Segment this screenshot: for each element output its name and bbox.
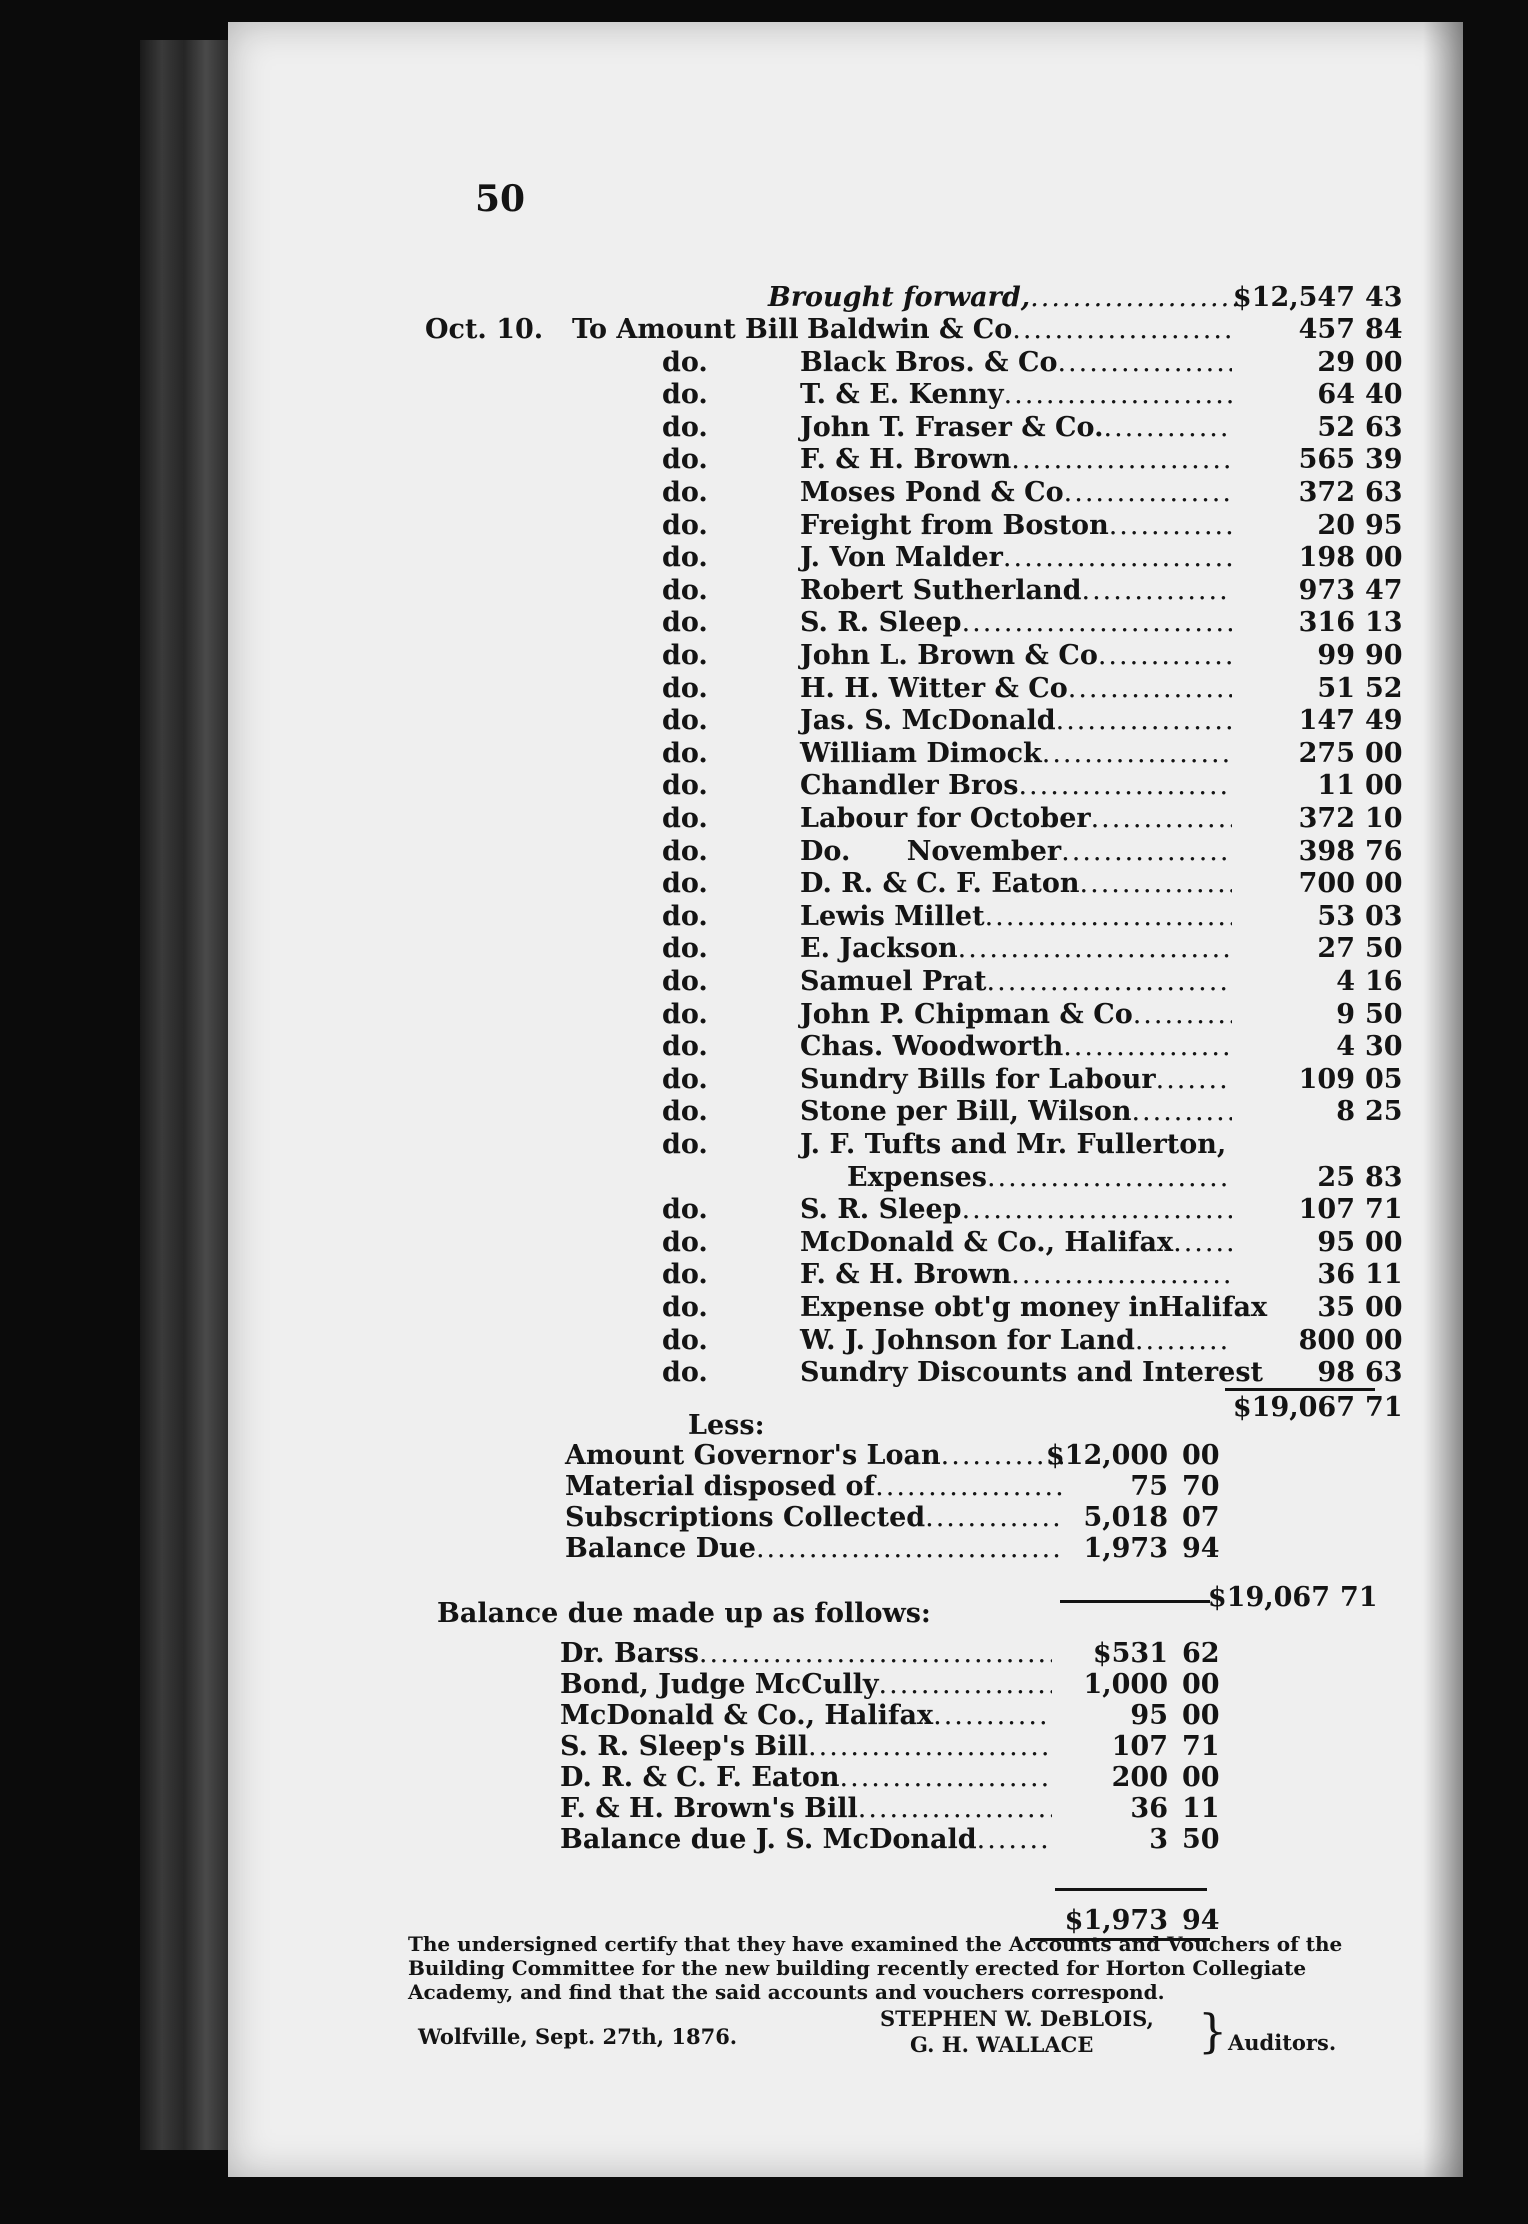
balance-item-6-text: Balance due J. S. McDonald	[560, 1824, 977, 1855]
entry-line-9-text: S. R. Sleep	[800, 607, 962, 638]
entry-date: Oct. 10.	[425, 314, 544, 345]
entry-amount-7-dollars: 198	[1298, 542, 1355, 573]
balance-item-3-text: S. R. Sleep's Bill	[560, 1731, 809, 1762]
entry-amount-23-dollars: 109	[1298, 1064, 1355, 1095]
entry-amount-29-dollars: 36	[1317, 1259, 1355, 1290]
less-item-3-cents: 94	[1182, 1533, 1220, 1564]
ditto-mark: do.	[662, 542, 708, 573]
less-total-cents: 71	[1340, 1582, 1378, 1613]
less-heading: Less:	[688, 1410, 765, 1441]
entry-line-2-leader	[1004, 379, 1232, 410]
ditto-mark: do.	[662, 1194, 708, 1225]
entry-line-26	[800, 1162, 1232, 1194]
entry-line-11-text: H. H. Witter & Co	[800, 673, 1068, 704]
entry-line-15	[800, 803, 1232, 835]
balance-item-0	[560, 1638, 1052, 1670]
ditto-mark: do.	[662, 575, 708, 606]
entry-amount-30-dollars: 35	[1317, 1292, 1355, 1323]
ditto-mark: do.	[662, 999, 708, 1030]
entry-amount-26-cents: 83	[1365, 1162, 1403, 1193]
auditors-role: Auditors.	[1228, 2030, 1337, 2055]
entry-amount-7-cents: 00	[1365, 542, 1403, 573]
balance-item-2-text: McDonald & Co., Halifax	[560, 1700, 934, 1731]
less-item-3-text: Balance Due	[565, 1533, 756, 1564]
entry-line-4	[800, 444, 1232, 476]
ditto-mark: do.	[662, 901, 708, 932]
entry-amount-22-cents: 30	[1365, 1031, 1403, 1062]
entry-line-10-text: John L. Brown & Co	[800, 640, 1098, 671]
entry-amount-1-cents: 00	[1365, 347, 1403, 378]
entry-line-23-text: Sundry Bills for Labour	[800, 1064, 1156, 1095]
brought-forward-leader	[1030, 282, 1238, 313]
total-rule	[1225, 1388, 1375, 1391]
balance-item-6	[560, 1824, 1052, 1856]
entry-line-14-text: Chandler Bros	[800, 770, 1019, 801]
entry-amount-31-cents: 00	[1365, 1325, 1403, 1356]
entry-line-32	[800, 1357, 1263, 1389]
entry-line-0-text: Baldwin & Co	[807, 314, 1013, 345]
entry-line-13	[800, 738, 1232, 770]
entry-amount-11-cents: 52	[1365, 673, 1403, 704]
entry-line-25	[800, 1129, 1232, 1161]
less-item-2-dollars: 5,018	[1083, 1502, 1168, 1533]
ditto-mark: do.	[662, 705, 708, 736]
entry-line-5-text: Moses Pond & Co	[800, 477, 1064, 508]
ditto-mark: do.	[662, 966, 708, 997]
brought-forward	[768, 282, 1238, 314]
entry-line-3	[800, 412, 1232, 444]
entry-amount-4-dollars: 565	[1298, 444, 1355, 475]
ditto-mark: do.	[662, 1096, 708, 1127]
entry-amount-32-dollars: 98	[1317, 1357, 1355, 1388]
entry-amount-26-dollars: 25	[1317, 1162, 1355, 1193]
less-item-3-leader	[756, 1533, 1063, 1564]
page-number: 50	[474, 178, 526, 220]
entry-line-8	[800, 575, 1232, 607]
entry-line-21-leader	[1133, 999, 1232, 1030]
less-item-0	[565, 1440, 1063, 1472]
balance-item-5-leader	[858, 1793, 1052, 1824]
less-item-2	[565, 1502, 1063, 1534]
balance-item-0-leader	[699, 1638, 1052, 1669]
entry-amount-28-dollars: 95	[1317, 1227, 1355, 1258]
entry-line-30	[800, 1292, 1268, 1324]
ditto-mark: do.	[662, 1325, 708, 1356]
less-item-3	[565, 1533, 1063, 1565]
entry-amount-17-cents: 00	[1365, 868, 1403, 899]
entry-line-20-text: Samuel Prat	[800, 966, 987, 997]
entry-line-7	[800, 542, 1232, 574]
entry-line-25-text: J. F. Tufts and Mr. Fullerton,	[800, 1129, 1227, 1160]
less-item-0-cents: 00	[1182, 1440, 1220, 1471]
less-item-1-cents: 70	[1182, 1471, 1220, 1502]
balance-item-3-leader	[808, 1731, 1052, 1762]
balance-total-dollars: $1,973	[1064, 1905, 1168, 1936]
entry-line-9	[800, 607, 1232, 639]
entry-line-31	[800, 1325, 1232, 1357]
certification-text: The undersigned certify that they have examined the Accounts and Vouchers of the Building Committee for the new building recently erected for Horton Collegiate Academy, and find that the said accounts and vouchers correspond.	[408, 1932, 1343, 2004]
ditto-mark: do.	[662, 1292, 708, 1323]
balance-item-4-dollars: 200	[1111, 1762, 1168, 1793]
entry-line-5-leader	[1064, 477, 1232, 508]
entry-line-11	[800, 673, 1232, 705]
less-item-2-leader	[925, 1502, 1063, 1533]
ditto-mark: do.	[662, 868, 708, 899]
balance-item-6-dollars: 3	[1149, 1824, 1168, 1855]
ditto-mark: do.	[662, 1064, 708, 1095]
balance-item-5-cents: 11	[1182, 1793, 1220, 1824]
entry-line-4-text: F. & H. Brown	[800, 444, 1012, 475]
place-date: Wolfville, Sept. 27th, 1876.	[418, 2024, 738, 2049]
entry-amount-12-dollars: 147	[1298, 705, 1355, 736]
entry-amount-28-cents: 00	[1365, 1227, 1403, 1258]
entry-line-6	[800, 510, 1232, 542]
balance-item-3	[560, 1731, 1052, 1763]
brought-forward-dollars: $12,547	[1232, 282, 1355, 313]
entry-amount-18-cents: 03	[1365, 901, 1403, 932]
entry-line-12-text: Jas. S. McDonald	[800, 705, 1056, 736]
balance-item-0-text: Dr. Barss	[560, 1638, 699, 1669]
entry-line-17-text: D. R. & C. F. Eaton	[800, 868, 1080, 899]
entry-line-29-leader	[1011, 1259, 1232, 1290]
entry-amount-27-dollars: 107	[1298, 1194, 1355, 1225]
balance-item-5-dollars: 36	[1130, 1793, 1168, 1824]
entry-line-18-text: Lewis Millet	[800, 901, 985, 932]
entry-line-32-text: Sundry Discounts and Interest	[800, 1357, 1263, 1388]
ditto-mark: do.	[662, 673, 708, 704]
ditto-mark: do.	[662, 803, 708, 834]
entry-line-16-leader	[1061, 836, 1232, 867]
entry-amount-15-dollars: 372	[1298, 803, 1355, 834]
entry-line-2	[800, 379, 1232, 411]
entry-amount-2-dollars: 64	[1317, 379, 1355, 410]
entry-amount-20-cents: 16	[1365, 966, 1403, 997]
entry-amount-9-dollars: 316	[1298, 607, 1355, 638]
auditor-2: G. H. WALLACE	[910, 2032, 1094, 2057]
entry-amount-24-cents: 25	[1365, 1096, 1403, 1127]
entry-amount-5-dollars: 372	[1298, 477, 1355, 508]
entry-amount-29-cents: 11	[1365, 1259, 1403, 1290]
balance-item-1-text: Bond, Judge McCully	[560, 1669, 879, 1700]
entry-line-12-leader	[1056, 705, 1232, 736]
less-rule	[1060, 1600, 1210, 1603]
entry-amount-14-dollars: 11	[1317, 770, 1355, 801]
entry-line-17-leader	[1080, 868, 1232, 899]
entry-line-16	[800, 836, 1232, 868]
less-item-1-dollars: 75	[1130, 1471, 1168, 1502]
balance-item-1-leader	[879, 1669, 1052, 1700]
entry-amount-11-dollars: 51	[1317, 673, 1355, 704]
entry-line-3-leader	[1103, 412, 1232, 443]
balance-item-3-dollars: 107	[1111, 1731, 1168, 1762]
ditto-mark: do.	[662, 1129, 708, 1160]
entry-amount-10-cents: 90	[1365, 640, 1403, 671]
balance-item-2	[560, 1700, 1052, 1732]
entry-line-17	[800, 868, 1232, 900]
balance-item-6-cents: 50	[1182, 1824, 1220, 1855]
ditto-mark: do.	[662, 379, 708, 410]
entry-line-28-text: McDonald & Co., Halifax	[800, 1227, 1174, 1258]
entry-amount-19-cents: 50	[1365, 933, 1403, 964]
entry-line-7-leader	[1003, 542, 1232, 573]
entry-line-26-text: Expenses	[800, 1162, 987, 1193]
balance-item-4-text: D. R. & C. F. Eaton	[560, 1762, 840, 1793]
entry-line-22	[800, 1031, 1232, 1063]
entry-line-8-leader	[1082, 575, 1233, 606]
entry-amount-3-cents: 63	[1365, 412, 1403, 443]
entry-amount-22-dollars: 4	[1336, 1031, 1355, 1062]
entry-line-11-leader	[1068, 673, 1232, 704]
entry-amount-16-dollars: 398	[1298, 836, 1355, 867]
entry-line-27	[800, 1194, 1232, 1226]
total-1-dollars: $19,067	[1232, 1392, 1355, 1423]
balance-item-0-dollars: $531	[1092, 1638, 1168, 1669]
entry-line-16-text: Do. November	[800, 836, 1062, 867]
balance-item-2-cents: 00	[1182, 1700, 1220, 1731]
balance-total-cents: 94	[1182, 1905, 1220, 1936]
entry-line-20	[800, 966, 1232, 998]
entry-amount-17-dollars: 700	[1298, 868, 1355, 899]
entry-amount-10-dollars: 99	[1317, 640, 1355, 671]
entry-line-12	[800, 705, 1232, 737]
entry-line-19	[800, 933, 1232, 965]
less-item-1-text: Material disposed of	[565, 1471, 876, 1502]
entry-line-6-text: Freight from Boston	[800, 510, 1109, 541]
balance-item-1	[560, 1669, 1052, 1701]
balance-item-6-leader	[977, 1824, 1052, 1855]
brought-forward-text: Brought forward,	[768, 282, 1031, 313]
entry-amount-27-cents: 71	[1365, 1194, 1403, 1225]
less-item-1	[565, 1471, 1063, 1503]
less-item-3-dollars: 1,973	[1083, 1533, 1168, 1564]
entry-line-18-leader	[985, 901, 1232, 932]
ditto-mark: do.	[662, 836, 708, 867]
entry-line-29	[800, 1259, 1232, 1291]
auditors-brace: }	[1198, 2004, 1228, 2058]
balance-item-3-cents: 71	[1182, 1731, 1220, 1762]
ditto-mark: do.	[662, 477, 708, 508]
entry-amount-3-dollars: 52	[1317, 412, 1355, 443]
ditto-mark: do.	[662, 412, 708, 443]
entry-line-1-text: Black Bros. & Co	[800, 347, 1058, 378]
balance-item-4-leader	[840, 1762, 1052, 1793]
entry-line-24-leader	[1131, 1096, 1232, 1127]
balance-item-5-text: F. & H. Brown's Bill	[560, 1793, 858, 1824]
entry-line-14	[800, 770, 1232, 802]
entry-amount-13-dollars: 275	[1298, 738, 1355, 769]
entry-amount-24-dollars: 8	[1336, 1096, 1355, 1127]
less-item-2-text: Subscriptions Collected	[565, 1502, 926, 1533]
entry-prefix: To Amount Bill	[572, 314, 799, 345]
ditto-mark: do.	[662, 1227, 708, 1258]
total-1-cents: 71	[1365, 1392, 1403, 1423]
entry-line-22-leader	[1063, 1031, 1232, 1062]
entry-line-10	[800, 640, 1232, 672]
balance-item-1-cents: 00	[1182, 1669, 1220, 1700]
ditto-mark: do.	[662, 347, 708, 378]
entry-line-23-leader	[1156, 1064, 1232, 1095]
entry-line-14-leader	[1018, 770, 1232, 801]
entry-line-27-text: S. R. Sleep	[800, 1194, 962, 1225]
entry-line-9-leader	[962, 607, 1232, 638]
entry-amount-9-cents: 13	[1365, 607, 1403, 638]
entry-line-31-text: W. J. Johnson for Land	[800, 1325, 1135, 1356]
entry-amount-1-dollars: 29	[1317, 347, 1355, 378]
entry-line-26-leader	[987, 1162, 1232, 1193]
entry-line-24	[800, 1096, 1232, 1128]
less-item-0-dollars: $12,000	[1045, 1440, 1168, 1471]
entry-line-18	[800, 901, 1232, 933]
balance-rule-top	[1055, 1888, 1207, 1891]
entry-line-1-leader	[1057, 347, 1232, 378]
entry-line-1	[800, 347, 1232, 379]
entry-amount-32-cents: 63	[1365, 1357, 1403, 1388]
entry-line-8-text: Robert Sutherland	[800, 575, 1082, 606]
entry-amount-23-cents: 05	[1365, 1064, 1403, 1095]
ditto-mark: do.	[662, 607, 708, 638]
entry-amount-20-dollars: 4	[1336, 966, 1355, 997]
ditto-mark: do.	[662, 444, 708, 475]
ditto-mark: do.	[662, 738, 708, 769]
balance-item-4	[560, 1762, 1052, 1794]
balance-item-0-cents: 62	[1182, 1638, 1220, 1669]
balance-item-2-leader	[933, 1700, 1052, 1731]
entry-line-0	[807, 314, 1232, 346]
entry-line-13-text: William Dimock	[800, 738, 1042, 769]
auditor-1: STEPHEN W. DeBLOIS,	[880, 2006, 1154, 2031]
entry-amount-30-cents: 00	[1365, 1292, 1403, 1323]
entry-line-29-text: F. & H. Brown	[800, 1259, 1012, 1290]
entry-line-4-leader	[1011, 444, 1232, 475]
entry-amount-21-dollars: 9	[1336, 999, 1355, 1030]
entry-line-31-leader	[1135, 1325, 1232, 1356]
ditto-mark: do.	[662, 1357, 708, 1388]
entry-line-5	[800, 477, 1232, 509]
less-total-dollars: $19,067	[1207, 1582, 1330, 1613]
entry-line-2-text: T. & E. Kenny	[800, 379, 1004, 410]
entry-line-19-leader	[958, 933, 1232, 964]
balance-item-5	[560, 1793, 1052, 1825]
entry-line-0-leader	[1012, 314, 1232, 345]
entry-line-15-leader	[1091, 803, 1232, 834]
less-item-2-cents: 07	[1182, 1502, 1220, 1533]
entry-amount-8-cents: 47	[1365, 575, 1403, 606]
entry-amount-14-cents: 00	[1365, 770, 1403, 801]
less-item-0-text: Amount Governor's Loan	[565, 1440, 941, 1471]
ditto-mark: do.	[662, 1031, 708, 1062]
entry-amount-18-dollars: 53	[1317, 901, 1355, 932]
entry-amount-15-cents: 10	[1365, 803, 1403, 834]
entry-line-28	[800, 1227, 1232, 1259]
entry-amount-0-dollars: 457	[1298, 314, 1355, 345]
entry-line-6-leader	[1109, 510, 1232, 541]
entry-line-24-text: Stone per Bill, Wilson	[800, 1096, 1132, 1127]
entry-line-30-text: Expense obt'g money inHalifax	[800, 1292, 1268, 1323]
entry-line-3-text: John T. Fraser & Co.	[800, 412, 1104, 443]
ditto-mark: do.	[662, 770, 708, 801]
less-item-1-leader	[875, 1471, 1063, 1502]
entry-amount-2-cents: 40	[1365, 379, 1403, 410]
entry-line-23	[800, 1064, 1232, 1096]
entry-line-10-leader	[1098, 640, 1232, 671]
entry-amount-4-cents: 39	[1365, 444, 1403, 475]
balance-item-2-dollars: 95	[1130, 1700, 1168, 1731]
entry-line-28-leader	[1173, 1227, 1232, 1258]
entry-amount-5-cents: 63	[1365, 477, 1403, 508]
entry-amount-6-dollars: 20	[1317, 510, 1355, 541]
entry-line-19-text: E. Jackson	[800, 933, 958, 964]
balance-heading: Balance due made up as follows:	[437, 1598, 931, 1629]
entry-amount-12-cents: 49	[1365, 705, 1403, 736]
entry-amount-31-dollars: 800	[1298, 1325, 1355, 1356]
entry-line-22-text: Chas. Woodworth	[800, 1031, 1064, 1062]
entry-line-13-leader	[1042, 738, 1232, 769]
less-item-0-leader	[941, 1440, 1063, 1471]
entry-line-27-leader	[962, 1194, 1232, 1225]
ditto-mark: do.	[662, 933, 708, 964]
balance-item-1-dollars: 1,000	[1083, 1669, 1168, 1700]
brought-forward-cents: 43	[1365, 282, 1403, 313]
entry-line-7-text: J. Von Malder	[800, 542, 1003, 573]
entry-amount-21-cents: 50	[1365, 999, 1403, 1030]
page-gutter-shadow	[1423, 22, 1463, 2177]
ditto-mark: do.	[662, 510, 708, 541]
entry-amount-0-cents: 84	[1365, 314, 1403, 345]
entry-amount-13-cents: 00	[1365, 738, 1403, 769]
ditto-mark: do.	[662, 640, 708, 671]
entry-amount-8-dollars: 973	[1298, 575, 1355, 606]
ditto-mark: do.	[662, 1259, 708, 1290]
entry-line-21-text: John P. Chipman & Co	[800, 999, 1133, 1030]
balance-item-4-cents: 00	[1182, 1762, 1220, 1793]
entry-line-20-leader	[987, 966, 1232, 997]
entry-amount-16-cents: 76	[1365, 836, 1403, 867]
entry-amount-19-dollars: 27	[1317, 933, 1355, 964]
entry-line-15-text: Labour for October	[800, 803, 1091, 834]
entry-amount-6-cents: 95	[1365, 510, 1403, 541]
entry-line-21	[800, 999, 1232, 1031]
